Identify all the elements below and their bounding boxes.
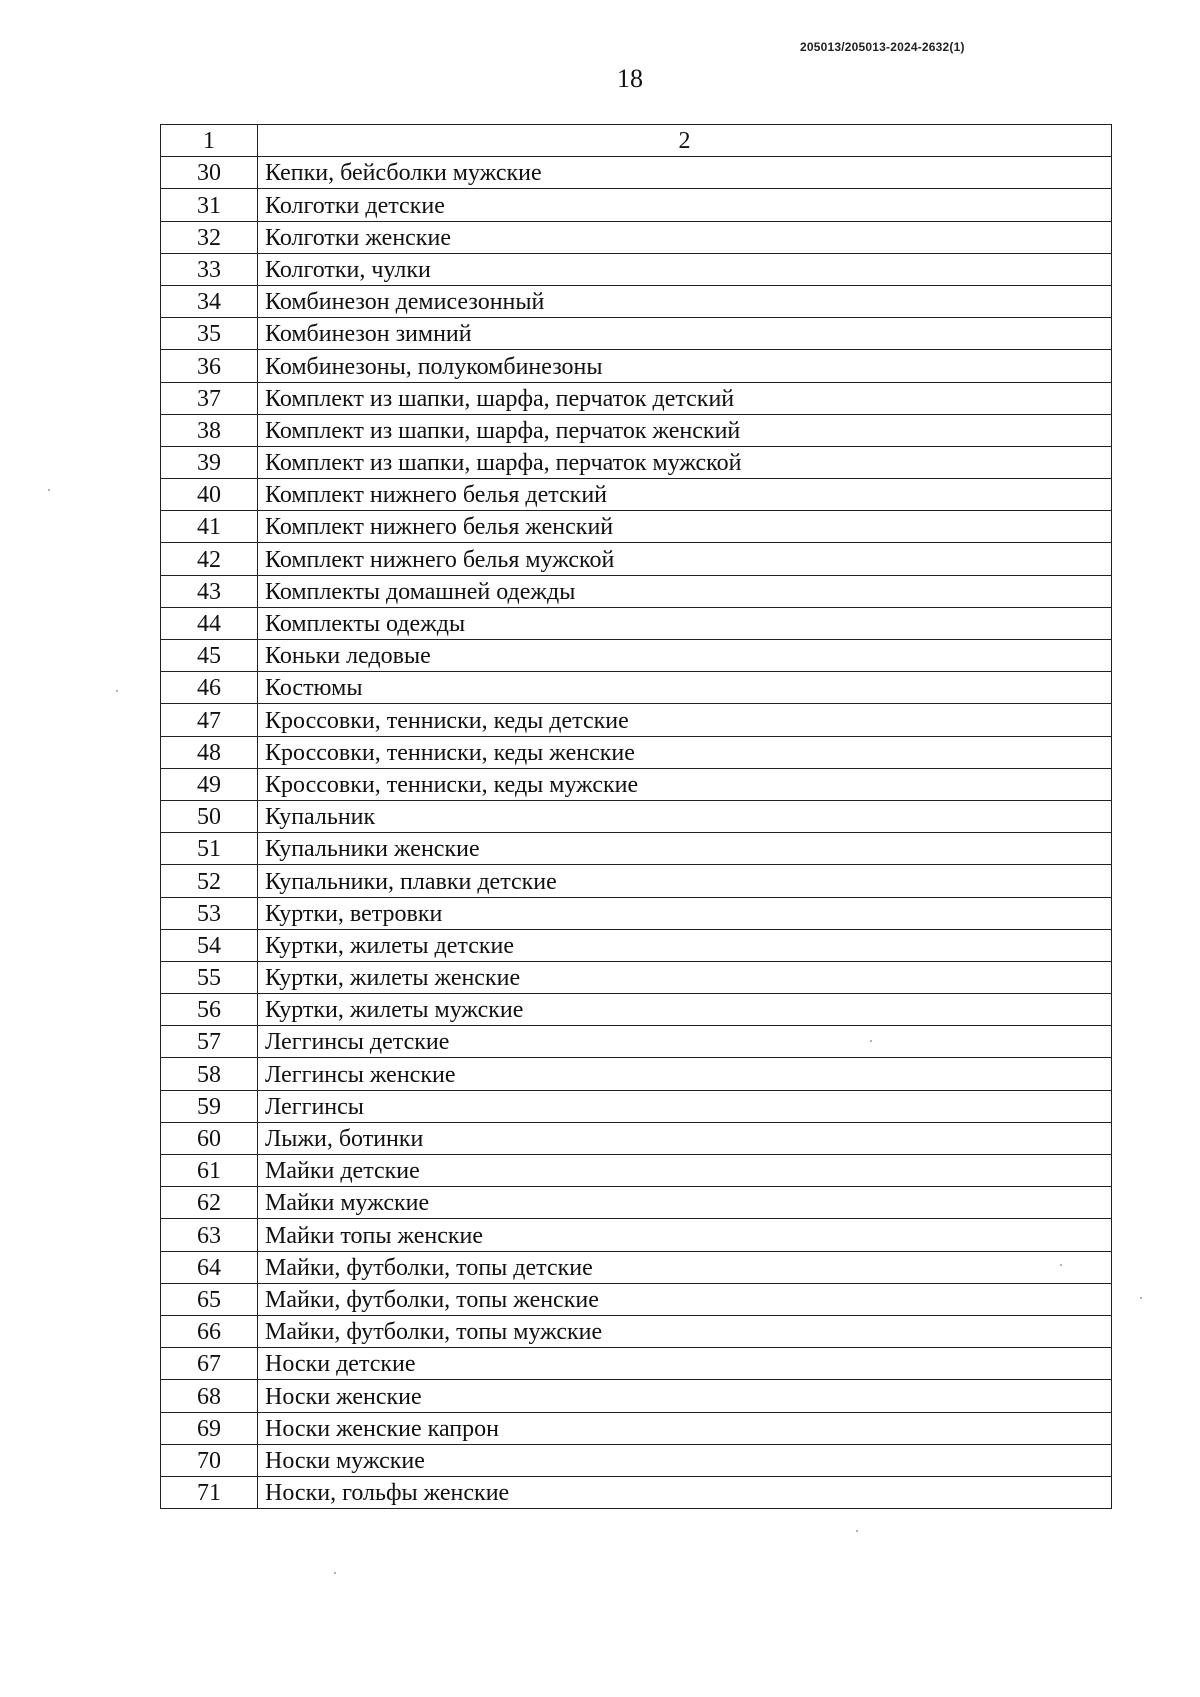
row-number: 63: [161, 1219, 258, 1251]
table-row: [161, 189, 1112, 221]
table-header-row: [161, 125, 1112, 157]
table-row: [161, 543, 1112, 575]
table-row: [161, 285, 1112, 317]
row-item-name: Купальники, плавки детские: [258, 865, 1112, 897]
row-number: 57: [161, 1026, 258, 1058]
page-number: 18: [617, 64, 643, 93]
row-item-name: Комплект нижнего белья детский: [258, 479, 1112, 511]
scan-speck: [1060, 1264, 1062, 1266]
row-number: 54: [161, 929, 258, 961]
row-item-name: Комплект нижнего белья мужской: [258, 543, 1112, 575]
scan-speck: [334, 1572, 336, 1574]
row-number: 60: [161, 1122, 258, 1154]
row-number: 42: [161, 543, 258, 575]
row-number: 53: [161, 897, 258, 929]
table-row: [161, 704, 1112, 736]
row-item-name: Комплект нижнего белья женский: [258, 511, 1112, 543]
row-item-name: Куртки, жилеты женские: [258, 961, 1112, 993]
row-item-name: Комбинезон демисезонный: [258, 285, 1112, 317]
row-item-name: Куртки, жилеты мужские: [258, 994, 1112, 1026]
column-header-number: 1: [161, 125, 258, 157]
row-item-name: Комплекты одежды: [258, 607, 1112, 639]
row-item-name: Носки детские: [258, 1348, 1112, 1380]
table-row: [161, 1444, 1112, 1476]
row-number: 51: [161, 833, 258, 865]
table-row: [161, 1187, 1112, 1219]
row-item-name: Леггинсы детские: [258, 1026, 1112, 1058]
table-row: [161, 929, 1112, 961]
table-row: [161, 1058, 1112, 1090]
row-item-name: Колготки детские: [258, 189, 1112, 221]
table-row: [161, 736, 1112, 768]
row-item-name: Майки, футболки, топы мужские: [258, 1315, 1112, 1347]
scan-speck: [116, 690, 118, 692]
row-number: 71: [161, 1476, 258, 1508]
scan-speck: [870, 1040, 872, 1042]
table-row: [161, 897, 1112, 929]
table-row: [161, 157, 1112, 189]
row-item-name: Колготки, чулки: [258, 253, 1112, 285]
row-item-name: Купальник: [258, 800, 1112, 832]
row-number: 31: [161, 189, 258, 221]
scan-speck: [48, 489, 50, 491]
items-table: [160, 124, 1112, 1509]
row-item-name: Носки женские: [258, 1380, 1112, 1412]
row-number: 61: [161, 1155, 258, 1187]
row-item-name: Носки, гольфы женские: [258, 1476, 1112, 1508]
row-item-name: Майки топы женские: [258, 1219, 1112, 1251]
row-number: 62: [161, 1187, 258, 1219]
table-row: [161, 1283, 1112, 1315]
row-number: 43: [161, 575, 258, 607]
row-number: 67: [161, 1348, 258, 1380]
row-number: 33: [161, 253, 258, 285]
row-item-name: Комплект из шапки, шарфа, перчаток мужской: [258, 446, 1112, 478]
row-item-name: Комплект из шапки, шарфа, перчаток детский: [258, 382, 1112, 414]
row-number: 65: [161, 1283, 258, 1315]
table-row: [161, 994, 1112, 1026]
row-item-name: Майки, футболки, топы женские: [258, 1283, 1112, 1315]
row-number: 66: [161, 1315, 258, 1347]
row-number: 35: [161, 318, 258, 350]
table-row: [161, 607, 1112, 639]
row-item-name: Носки мужские: [258, 1444, 1112, 1476]
row-item-name: Кепки, бейсболки мужские: [258, 157, 1112, 189]
table-row: [161, 1348, 1112, 1380]
table-row: [161, 479, 1112, 511]
table-row: [161, 1122, 1112, 1154]
scan-speck: [1140, 1297, 1142, 1299]
row-item-name: Колготки женские: [258, 221, 1112, 253]
table-row: [161, 865, 1112, 897]
table-row: [161, 1380, 1112, 1412]
row-item-name: Леггинсы: [258, 1090, 1112, 1122]
row-number: 46: [161, 672, 258, 704]
table-row: [161, 800, 1112, 832]
row-number: 70: [161, 1444, 258, 1476]
table-row: [161, 1251, 1112, 1283]
table-row: [161, 768, 1112, 800]
row-item-name: Комбинезоны, полукомбинезоны: [258, 350, 1112, 382]
table-row: [161, 1412, 1112, 1444]
table-row: [161, 1155, 1112, 1187]
document-code: 205013/205013-2024-2632(1): [800, 40, 965, 54]
row-item-name: Кроссовки, тенниски, кеды мужские: [258, 768, 1112, 800]
row-item-name: Комплект из шапки, шарфа, перчаток женский: [258, 414, 1112, 446]
table-row: [161, 414, 1112, 446]
row-number: 55: [161, 961, 258, 993]
row-number: 56: [161, 994, 258, 1026]
row-number: 45: [161, 640, 258, 672]
row-number: 41: [161, 511, 258, 543]
row-item-name: Купальники женские: [258, 833, 1112, 865]
row-number: 50: [161, 800, 258, 832]
row-item-name: Майки, футболки, топы детские: [258, 1251, 1112, 1283]
table-row: [161, 575, 1112, 607]
table-row: [161, 833, 1112, 865]
row-item-name: Лыжи, ботинки: [258, 1122, 1112, 1154]
row-item-name: Комбинезон зимний: [258, 318, 1112, 350]
row-number: 58: [161, 1058, 258, 1090]
row-number: 69: [161, 1412, 258, 1444]
table-row: [161, 221, 1112, 253]
table-row: [161, 1219, 1112, 1251]
column-header-name: 2: [258, 125, 1112, 157]
table-row: [161, 350, 1112, 382]
row-item-name: Майки мужские: [258, 1187, 1112, 1219]
table-row: [161, 318, 1112, 350]
row-item-name: Куртки, ветровки: [258, 897, 1112, 929]
row-number: 32: [161, 221, 258, 253]
table-body: [161, 157, 1112, 1509]
row-number: 34: [161, 285, 258, 317]
row-number: 59: [161, 1090, 258, 1122]
row-item-name: Кроссовки, тенниски, кеды женские: [258, 736, 1112, 768]
row-item-name: Коньки ледовые: [258, 640, 1112, 672]
table-row: [161, 1090, 1112, 1122]
row-number: 38: [161, 414, 258, 446]
row-item-name: Куртки, жилеты детские: [258, 929, 1112, 961]
row-number: 44: [161, 607, 258, 639]
row-item-name: Комплекты домашней одежды: [258, 575, 1112, 607]
row-number: 37: [161, 382, 258, 414]
row-number: 39: [161, 446, 258, 478]
table-row: [161, 640, 1112, 672]
table-row: [161, 253, 1112, 285]
row-number: 64: [161, 1251, 258, 1283]
row-item-name: Леггинсы женские: [258, 1058, 1112, 1090]
scan-speck: [856, 1530, 858, 1532]
row-item-name: Костюмы: [258, 672, 1112, 704]
table-row: [161, 961, 1112, 993]
table-row: [161, 511, 1112, 543]
row-number: 30: [161, 157, 258, 189]
table-row: [161, 672, 1112, 704]
row-number: 68: [161, 1380, 258, 1412]
row-number: 49: [161, 768, 258, 800]
row-number: 40: [161, 479, 258, 511]
table-row: [161, 446, 1112, 478]
row-number: 48: [161, 736, 258, 768]
row-item-name: Майки детские: [258, 1155, 1112, 1187]
table-row: [161, 382, 1112, 414]
table-row: [161, 1476, 1112, 1508]
row-number: 47: [161, 704, 258, 736]
row-item-name: Носки женские капрон: [258, 1412, 1112, 1444]
row-number: 52: [161, 865, 258, 897]
row-number: 36: [161, 350, 258, 382]
table-row: [161, 1026, 1112, 1058]
row-item-name: Кроссовки, тенниски, кеды детские: [258, 704, 1112, 736]
table-row: [161, 1315, 1112, 1347]
